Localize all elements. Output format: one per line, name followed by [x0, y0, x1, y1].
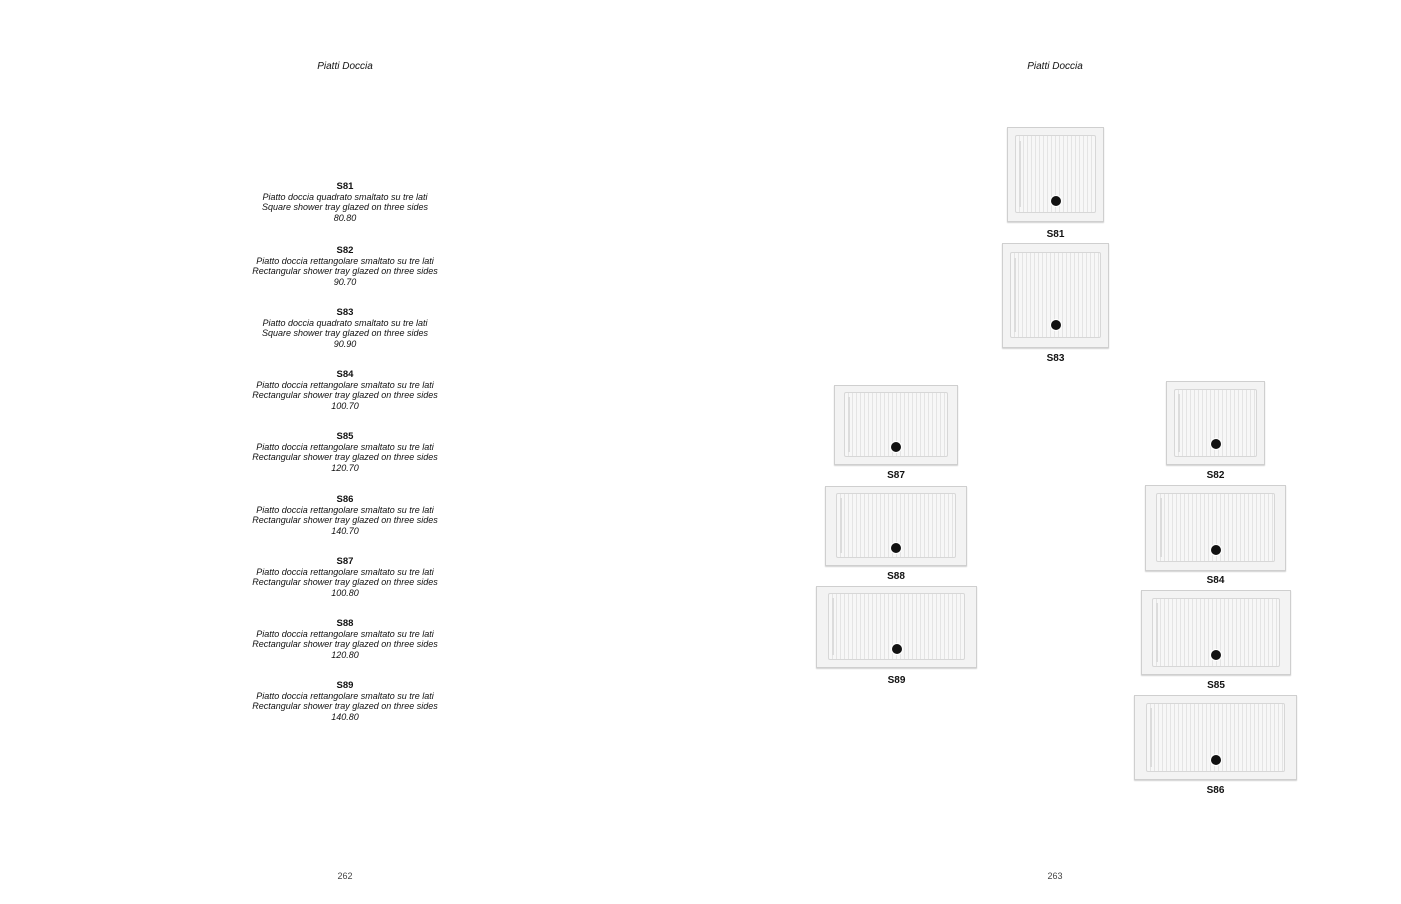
product-entry: [262, 308, 428, 349]
product-size: 80.80: [333, 212, 357, 223]
tray-label: S87: [887, 470, 905, 481]
drain-icon: [891, 442, 901, 452]
product-code: S89: [336, 680, 354, 691]
drain-icon: [891, 543, 901, 553]
description-english: Rectangular shower tray glazed on three sides: [252, 390, 438, 401]
description-english: Rectangular shower tray glazed on three sides: [252, 515, 438, 526]
product-code: S85: [336, 431, 354, 442]
page-header: Piatti Doccia: [1027, 61, 1083, 72]
product-size: 100.80: [331, 587, 359, 598]
description-italian: Piatto doccia rettangolare smaltato su tre lati: [256, 380, 434, 391]
shower-tray-image: [1141, 590, 1291, 691]
drain-icon: [1211, 755, 1221, 765]
description-italian: Piatto doccia rettangolare smaltato su tre lati: [256, 442, 434, 453]
product-size: 90.90: [333, 338, 357, 349]
description-italian: Piatto doccia rettangolare smaltato su tre lati: [256, 567, 434, 578]
product-code: S83: [336, 307, 354, 318]
right-page: [700, 0, 1400, 904]
description-english: Square shower tray glazed on three sides: [261, 202, 429, 213]
product-code: S84: [336, 369, 354, 380]
drain-icon: [892, 644, 902, 654]
product-size: 120.80: [331, 649, 359, 660]
tray-label: S89: [887, 675, 906, 686]
page-header: Piatti Doccia: [317, 61, 373, 72]
shower-tray-image: [834, 385, 958, 481]
description-italian: Piatto doccia rettangolare smaltato su tre lati: [256, 629, 434, 640]
product-size: 90.70: [333, 276, 357, 287]
tray-label: S83: [1046, 353, 1065, 364]
description-italian: Piatto doccia quadrato smaltato su tre lati: [262, 192, 428, 203]
shower-tray-image: [816, 586, 977, 686]
product-size: 140.80: [331, 711, 359, 722]
description-english: Rectangular shower tray glazed on three sides: [252, 452, 438, 463]
product-entry: [252, 557, 438, 598]
shower-tray-image: [1007, 127, 1104, 240]
product-code: S87: [336, 556, 354, 567]
page-number: 262: [337, 871, 353, 881]
product-code: S88: [336, 618, 354, 629]
shower-tray-image: [1166, 381, 1265, 481]
drain-icon: [1051, 196, 1061, 206]
shower-tray-image: [1134, 695, 1297, 796]
tray-label: S84: [1206, 575, 1225, 586]
tray-label: S81: [1046, 229, 1065, 240]
tray-label: S88: [887, 571, 905, 582]
drain-icon: [1051, 320, 1061, 330]
product-size: 140.70: [331, 525, 359, 536]
tray-label: S82: [1206, 470, 1225, 481]
shower-tray-image: [825, 486, 967, 582]
drain-icon: [1211, 545, 1221, 555]
product-size: 100.70: [331, 400, 359, 411]
product-entry: [262, 182, 428, 223]
left-page: [0, 0, 700, 904]
product-size: 120.70: [331, 462, 359, 473]
description-italian: Piatto doccia rettangolare smaltato su tre lati: [256, 505, 434, 516]
product-code: S81: [336, 181, 354, 192]
description-english: Rectangular shower tray glazed on three sides: [252, 701, 438, 712]
product-code: S82: [336, 245, 354, 256]
description-english: Rectangular shower tray glazed on three sides: [252, 639, 438, 650]
product-entry: [252, 681, 438, 722]
description-english: Rectangular shower tray glazed on three sides: [252, 577, 438, 588]
description-italian: Piatto doccia rettangolare smaltato su tre lati: [256, 256, 434, 267]
drain-icon: [1211, 650, 1221, 660]
product-entry: [252, 619, 438, 660]
description-english: Square shower tray glazed on three sides: [261, 328, 429, 339]
page-number: 263: [1047, 871, 1063, 881]
tray-label: S85: [1207, 680, 1225, 691]
product-entry: [252, 370, 438, 411]
description-english: Rectangular shower tray glazed on three sides: [252, 266, 438, 277]
description-italian: Piatto doccia rettangolare smaltato su tre lati: [256, 691, 434, 702]
shower-tray-image: [1145, 485, 1286, 586]
product-code: S86: [336, 494, 354, 505]
product-entry: [252, 495, 438, 536]
tray-label: S86: [1206, 785, 1225, 796]
drain-icon: [1211, 439, 1221, 449]
description-italian: Piatto doccia quadrato smaltato su tre lati: [262, 318, 428, 329]
product-entry: [252, 246, 438, 287]
shower-tray-image: [1002, 243, 1109, 364]
product-entry: [252, 432, 438, 473]
